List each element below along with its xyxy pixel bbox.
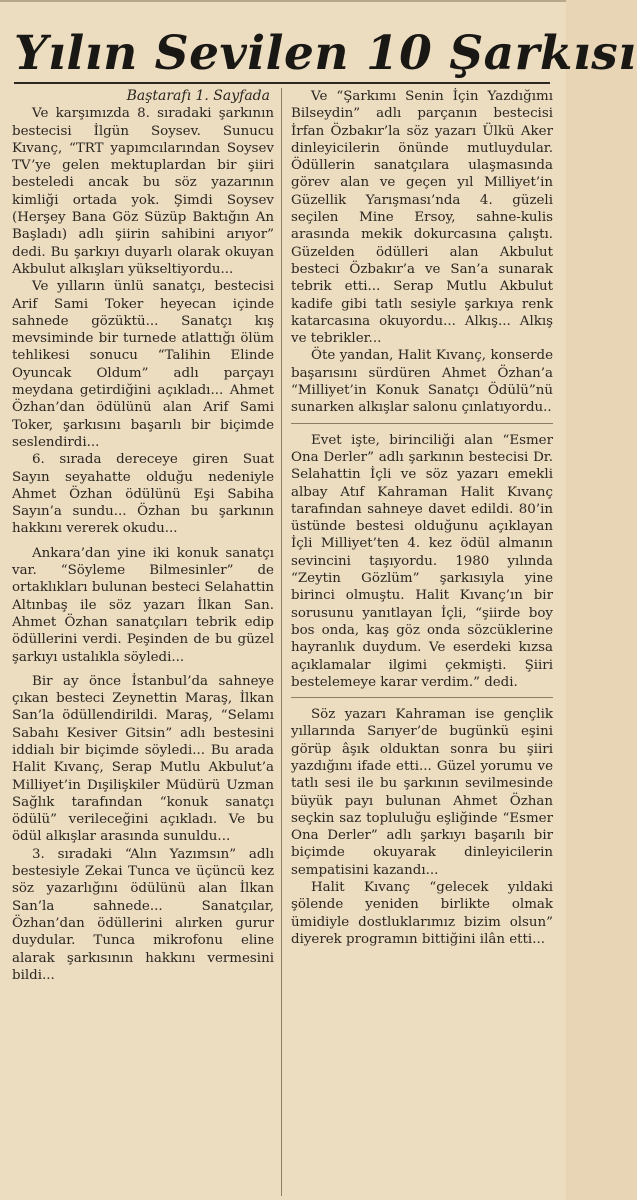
headline-rule (14, 82, 550, 84)
article-column-left (12, 88, 274, 984)
headline: Yılın Sevilen 10 Şarkısı (14, 26, 637, 81)
paragraph: Halit Kıvanç “gelecek yıldaki şölende yeniden birlikte olmak ümidiyle dostluklarımız bizim olsun” diyerek programın bittiğini ilân etti... (291, 880, 553, 947)
paragraph: Ve yılların ünlü sanatçı, bestecisi Arif Sami Toker heyecan içinde sahnede gözüktü... Sanatçı kış mevsiminde bir turnede atlattığı ölüm tehlikesi sonucu “Talihin Elinde Oyuncak Oldum” adlı parçayı meydana getirdiğini açıkladı... Ahmet Özhan’dan ödülünü alan Arif Sami Toker, şarkısını başarılı bir biçimde seslendirdi... (12, 279, 274, 450)
paragraph: 3. sıradaki “Alın Yazımsın” adlı bestesiyle Zekai Tunca ve üçüncü kez söz yazarlığını ödülünü alan İlkan San’la sahnede... Sanatçılar, Özhan’dan ödüllerini alırken gurur duydular. Tunca mikrofonu eline alarak şarkısının hakkını vermesini bildi... (12, 846, 274, 983)
paragraph: Bir ay önce İstanbul’da sahneye çıkan besteci Zeynettin Maraş, İlkan San’la ödüllendirildi. Maraş, “Selamı Sabahı Kesiver Gitsin” adlı bestesini iddialı bir biçimde söyledi... Bu arada Halit Kıvanç, Serap Mutlu Akbulut’a Milliyet’in Dışilişkiler Müdürü Uzman Sağlık tarafından “konuk sanatçı ödülü” verileceğini açıkladı. Ve bu ödül alkışlar arasında sunuldu... (12, 673, 274, 845)
paragraph: Söz yazarı Kahraman ise gençlik yıllarında Sarıyer’de bugünkü eşini görüp âşık olduktan sonra bu şiiri yazdığını ifade etti... Güzel yorumu ve tatlı sesi ile bu şarkının sevilmesinde büyük payı bulunan Ahmet Özhan seçkin saz topluluğu eşliğinde “Esmer Ona Derler” adlı şarkıyı başarılı bir biçimde okuyarak dinleyicilerin sempatisini kazandı... (291, 707, 553, 878)
article-column-right (291, 88, 553, 948)
paragraph: Ankara’dan yine iki konuk sanatçı var. “Söyleme Bilmesinler” de ortaklıkları bulunan besteci Selahattin Altınbaş ile söz yazarı İlkan San. Ahmet Özhan sanatçıları tebrik edip ödüllerini verdi. Peşinden de bu güzel şarkıyı ustalıkla söyledi... (12, 545, 274, 665)
paragraph: Evet işte, birinciliği alan “Esmer Ona Derler” adlı şarkının bestecisi Dr. Selahattin İçli ve söz yazarı emekli albay Atıf Kahraman Halit Kıvanç tarafından sahneye davet edildi. 80’in üstünde bestesi olduğunu açıklayan İçli Milliyet’ten 4. kez ödül almanın sevincini taşıyordu. 1980 yılında “Zeytin Gözlüm” şarkısıyla yine birinci olmuştu. Halit Kıvanç’ın bir sorusunu yanıtlayan İçli, “şiirde boy bos onda, kaş göz onda sözcüklerine hayranlık duydum. Ve eserdeki kızsa açıklamalar ilgimi çekmişti. Şiiri bestelemeye karar verdim.” dedi. (291, 432, 553, 690)
paragraph: Ve “Şarkımı Senin İçin Yazdığımı Bilseydin” adlı parçanın bestecisi İrfan Özbakır’la söz yazarı Ülkü Aker dinleyicilerin önünde mutluydular. Ödüllerin sanatçılara ulaşmasında görev alan ve geçen yıl Milliyet’in Güzellik Yarışması’nda 4. güzeli seçilen Mine Ersoy, sahne-kulis arasında mekik dokurcasına çalıştı. Güzelden ödülleri alan Akbulut besteci Özbakır’a ve San’a sunarak tebrik etti... Serap Mutlu Akbulut kadife gibi tatlı sesiyle şarkıya renk katarcasına okuyordu... Alkış... Alkış ve tebrikler... (291, 89, 553, 347)
continuation-note: Baştarafı 1. Sayfada (126, 88, 270, 104)
paragraph: 6. sırada dereceye giren Suat Sayın seyahatte olduğu nedeniyle Ahmet Özhan ödülünü Eşi Sabiha Sayın’a sundu... Özhan bu şarkının hakkını vererek okudu... (12, 452, 274, 537)
column-divider (281, 88, 282, 1196)
paragraph: Öte yandan, Halit Kıvanç, konserde başarısını sürdüren Ahmet Özhan’a “Milliyet’in Konuk Sanatçı Ödülü”nü sunarken alkışlar salonu çınlatıyordu.. (291, 348, 553, 416)
section-divider (291, 423, 553, 424)
paragraph: Ve karşımızda 8. sıradaki şarkının bestecisi İlgün Soysev. Sunucu Kıvanç, “TRT yapımcılarından Soysev TV’ye gelen mektuplardan bir şiiri besteledi ancak bu söz yazarının kimliği ortada yok. Şimdi Soysev (Herşey Bana Göz Süzüp Baktığın An Başladı) adlı şiirin sahibini arıyor” dedi. Bu şarkıyı duyarlı olarak okuyan Akbulut alkışları yükseltiyordu... (12, 106, 274, 277)
section-divider (291, 697, 553, 698)
